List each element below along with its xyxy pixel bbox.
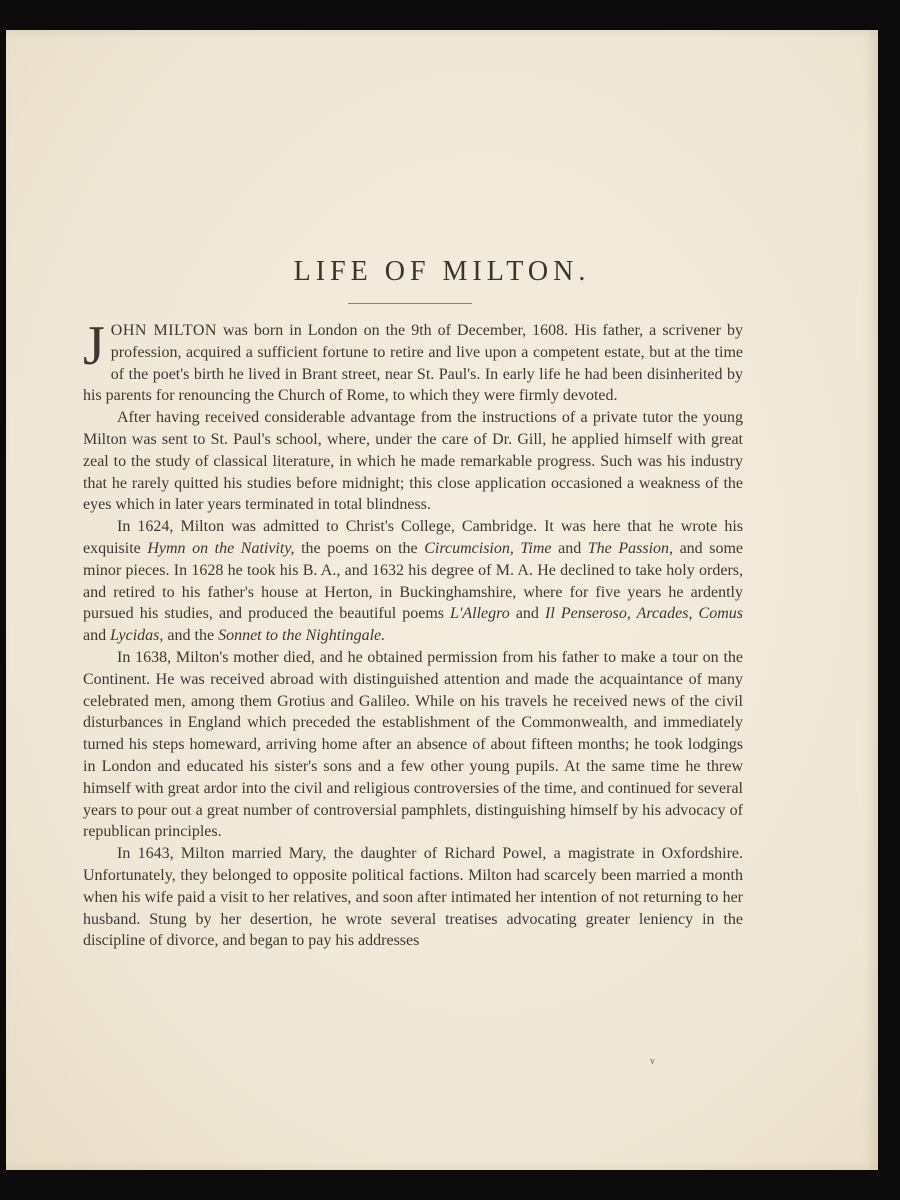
opening-words: OHN MILTON xyxy=(110,322,217,339)
title-divider xyxy=(348,303,472,304)
p3-text-5: and xyxy=(509,605,545,623)
paragraph-3 xyxy=(83,516,743,647)
page-title: LIFE OF MILTON. xyxy=(293,256,591,287)
work-title: The Passion, xyxy=(587,539,674,557)
p3-text-1: In 1624, Milton was admitted to Christ's College, Cambridge. It was here that he wrote his exquisite xyxy=(83,518,743,557)
biography-text xyxy=(83,315,744,952)
paragraph-1-text: was born in London on the 9th of December, 1608. His father, a scrivener by profession, acquired a sufficient fortune to retire and live upon a competent estate, but at the time of the poet's birth he lived in Brant street, near St. Paul's. In early life he had been disinherited by his parents for renouncing the Church of Rome, to which they were firmly devoted. xyxy=(83,322,743,405)
paragraph-5: In 1643, Milton married Mary, the daughter of Richard Powel, a magistrate in Oxfordshire. Unfortunately, they belonged to opposite political factions. Milton had scarcely been married a month when his wife paid a visit to her relatives, and soon after intimated her intention of not returning to her husband. Stung by her desertion, he wrote several treatises advocating greater leniency in the discipline of divorce, and began to pay his addresses xyxy=(83,845,743,950)
paragraph-4: In 1638, Milton's mother died, and he obtained permission from his father to make a tour on the Continent. He was received abroad with distinguished attention and made the acquaintance of many celebrated men, among them Grotius and Galileo. While on his travels he received news of the civil disturbances in England which preceded the establishment of the Commonwealth, and immediately turned his steps homeward, arriving home after an absence of about fifteen months; he took lodgings in London and educated his sister's sons and a few other young pupils. At the same time he threw himself with great ardor into the civil and religious controversies of the time, and continued for several years to pour out a great number of controversial pamphlets, distinguishing himself by his advocacy of republican principles. xyxy=(83,648,743,841)
work-title: Hymn on the Nativity, xyxy=(147,539,295,557)
p3-text-4: and some minor pieces. In 1628 he took his B. A., and 1632 his degree of M. A. He declined to take holy orders, and retired to his father's house at Herton, in Buckinghamshire, where for five years he ardently pursued his studies, and produced the beautiful poems xyxy=(83,539,744,623)
paragraph-1 xyxy=(83,315,743,407)
work-title: Lycidas, xyxy=(110,627,164,645)
work-title: L'Allegro xyxy=(450,605,510,623)
book-page xyxy=(6,30,878,1170)
p3-text-3: and xyxy=(551,539,588,557)
work-title: Circumcision, Time xyxy=(424,539,552,557)
drop-cap: J xyxy=(83,315,105,377)
p3-text-6: and xyxy=(83,627,111,645)
paragraph-2: After having received considerable advantage from the instructions of a private tutor the young Milton was sent to St. Paul's school, where, under the care of Dr. Gill, he applied himself with great zeal to the study of classical literature, in which he made remarkable progress. Such was his industry that he rarely quitted his studies before midnight; this close application occasioned a weakness of the eyes which in later years terminated in total blindness. xyxy=(83,409,743,514)
p3-text-7: and the xyxy=(163,627,219,645)
p3-text-2: the poems on the xyxy=(294,539,425,557)
work-title: Sonnet to the Nightingale. xyxy=(218,627,386,645)
work-title: Il Penseroso, Arcades, Comus xyxy=(544,605,743,623)
page-number: v xyxy=(650,1056,655,1067)
